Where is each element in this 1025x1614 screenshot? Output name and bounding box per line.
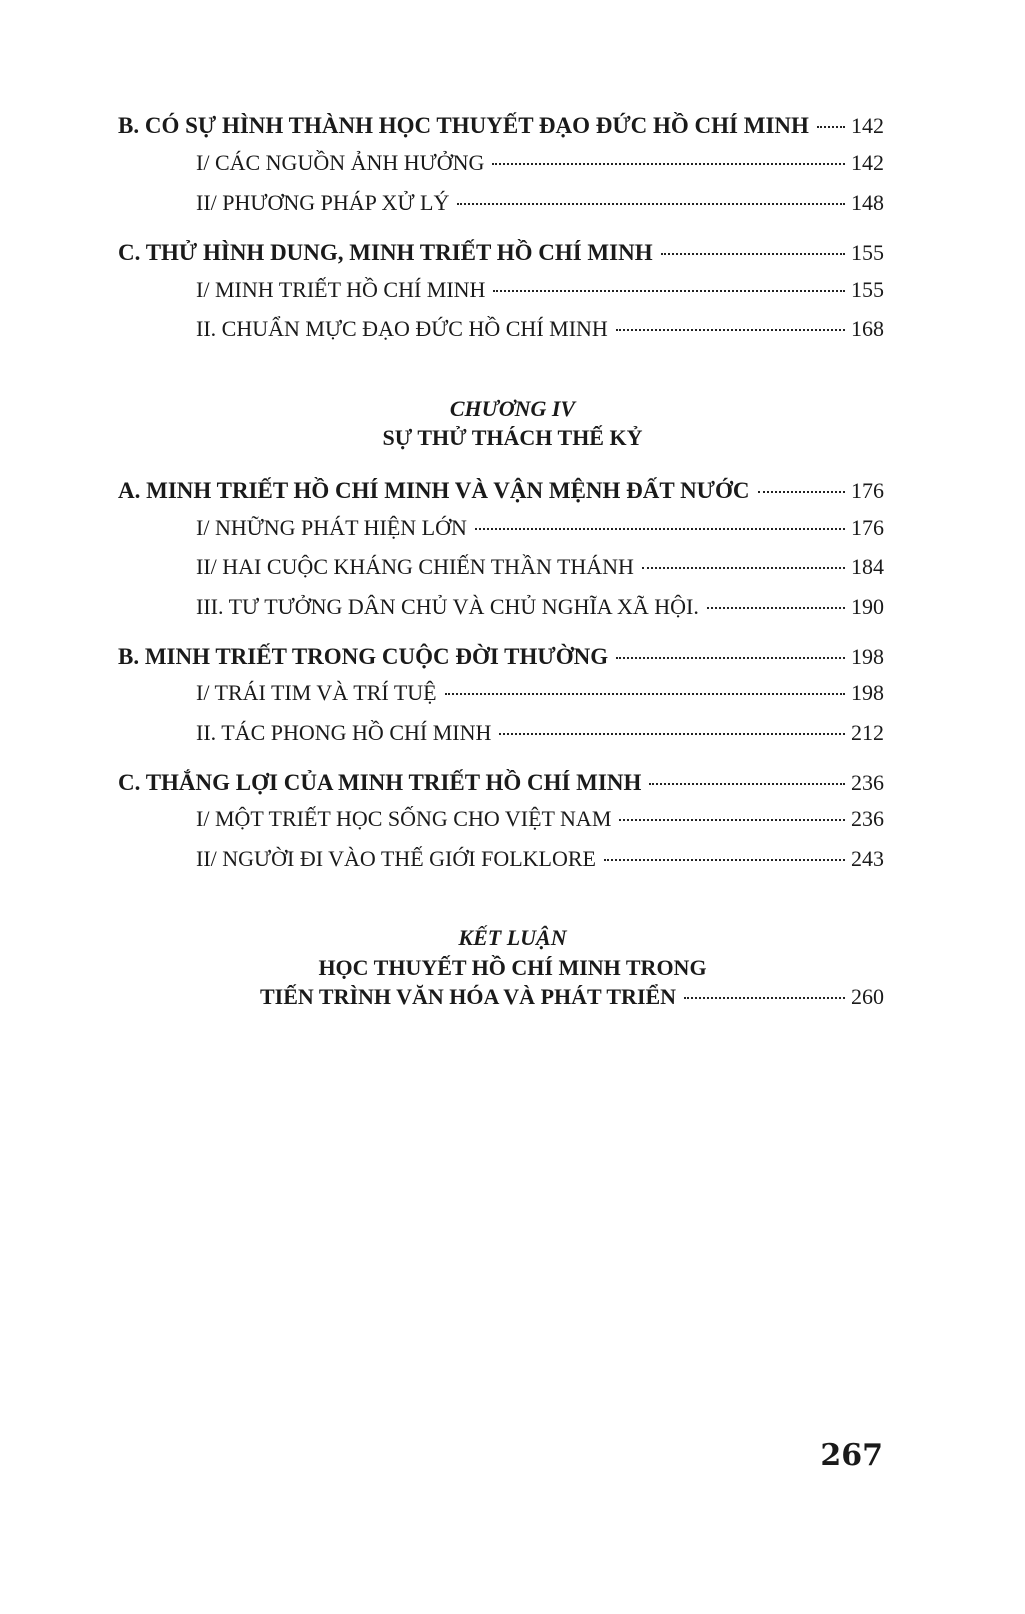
dot-leader bbox=[475, 528, 845, 530]
toc-item-title: III. TƯ TƯỞNG DÂN CHỦ VÀ CHỦ NGHĨA XÃ HỘI. bbox=[196, 594, 699, 619]
chapter-label: CHƯƠNG IV bbox=[449, 396, 576, 421]
toc-item-title: II/ NGƯỜI ĐI VÀO THẾ GIỚI FOLKLORE bbox=[196, 846, 596, 871]
dot-leader bbox=[616, 657, 845, 659]
conclusion-title-line2-row bbox=[260, 984, 884, 1010]
dot-leader bbox=[684, 997, 845, 999]
dot-leader bbox=[758, 491, 846, 493]
dot-leader bbox=[493, 290, 845, 292]
toc-item bbox=[196, 316, 884, 352]
dot-leader bbox=[619, 819, 845, 821]
toc-page-number: 236 bbox=[851, 770, 884, 795]
dot-leader bbox=[817, 126, 845, 128]
toc-section-title: A. MINH TRIẾT HỒ CHÍ MINH VÀ VẬN MỆNH ĐẤT NƯỚC bbox=[118, 478, 750, 503]
page-number: 267 bbox=[820, 1438, 883, 1473]
dot-leader bbox=[492, 163, 845, 165]
toc-section-title: C. THỬ HÌNH DUNG, MINH TRIẾT HỒ CHÍ MINH bbox=[118, 240, 653, 265]
toc-page-number: 155 bbox=[851, 277, 884, 302]
toc-item bbox=[196, 190, 884, 226]
toc-section-title: B. CÓ SỰ HÌNH THÀNH HỌC THUYẾT ĐẠO ĐỨC HỒ CHÍ MINH bbox=[118, 113, 809, 138]
toc-page-number: 243 bbox=[851, 846, 884, 871]
toc-item bbox=[196, 846, 884, 882]
toc-item-title: I/ TRÁI TIM VÀ TRÍ TUỆ bbox=[196, 680, 437, 705]
toc-item bbox=[196, 594, 884, 630]
dot-leader bbox=[616, 329, 845, 331]
toc-item-title: II/ HAI CUỘC KHÁNG CHIẾN THẦN THÁNH bbox=[196, 554, 634, 579]
toc-section-a bbox=[118, 478, 884, 514]
toc-item bbox=[196, 806, 884, 842]
dot-leader bbox=[649, 783, 845, 785]
toc-page-number: 142 bbox=[851, 113, 884, 138]
dot-leader bbox=[457, 203, 845, 205]
toc-page-number: 168 bbox=[851, 316, 884, 341]
toc-page-number: 260 bbox=[851, 984, 884, 1009]
toc-item-title: II/ PHƯƠNG PHÁP XỬ LÝ bbox=[196, 190, 450, 215]
conclusion-title-line2: TIẾN TRÌNH VĂN HÓA VÀ PHÁT TRIỂN bbox=[260, 984, 677, 1009]
toc-item-title: II. TÁC PHONG HỒ CHÍ MINH bbox=[196, 720, 492, 745]
toc-page-number: 176 bbox=[851, 515, 884, 540]
toc-page-number: 198 bbox=[851, 680, 884, 705]
toc-section-title: C. THẮNG LỢI CỦA MINH TRIẾT HỒ CHÍ MINH bbox=[118, 770, 642, 795]
toc-item bbox=[196, 150, 884, 186]
toc-page-number: 236 bbox=[851, 806, 884, 831]
toc-section-c bbox=[118, 240, 884, 276]
toc-page-number: 155 bbox=[851, 240, 884, 265]
dot-leader bbox=[707, 607, 845, 609]
chapter-title: SỰ THỬ THÁCH THẾ KỶ bbox=[382, 425, 643, 450]
dot-leader bbox=[499, 733, 845, 735]
toc-section-b bbox=[118, 644, 884, 680]
toc-item-title: I/ NHỮNG PHÁT HIỆN LỚN bbox=[196, 515, 467, 540]
toc-page-number: 184 bbox=[851, 554, 884, 579]
toc-item bbox=[196, 515, 884, 551]
toc-page-number: 198 bbox=[851, 644, 884, 669]
toc-item bbox=[196, 680, 884, 716]
toc-page-number: 212 bbox=[851, 720, 884, 745]
dot-leader bbox=[661, 253, 845, 255]
toc-page-number: 142 bbox=[851, 150, 884, 175]
toc-section-c bbox=[118, 770, 884, 806]
toc-section-b bbox=[118, 113, 884, 149]
toc-item-title: I/ MINH TRIẾT HỒ CHÍ MINH bbox=[196, 277, 486, 302]
dot-leader bbox=[642, 567, 845, 569]
toc-item-title: I/ MỘT TRIẾT HỌC SỐNG CHO VIỆT NAM bbox=[196, 806, 612, 831]
toc-item-title: I/ CÁC NGUỒN ẢNH HƯỞNG bbox=[196, 150, 485, 175]
toc-page-number: 176 bbox=[851, 478, 884, 503]
conclusion-title-line1: HỌC THUYẾT HỒ CHÍ MINH TRONG bbox=[318, 955, 707, 980]
dot-leader bbox=[604, 859, 845, 861]
toc-section-title: B. MINH TRIẾT TRONG CUỘC ĐỜI THƯỜNG bbox=[118, 644, 609, 669]
toc-page-number: 148 bbox=[851, 190, 884, 215]
toc-page-number: 190 bbox=[851, 594, 884, 619]
toc-item bbox=[196, 277, 884, 313]
dot-leader bbox=[445, 693, 845, 695]
toc-item bbox=[196, 554, 884, 590]
conclusion-label: KẾT LUẬN bbox=[458, 925, 567, 950]
toc-item-title: II. CHUẨN MỰC ĐẠO ĐỨC HỒ CHÍ MINH bbox=[196, 316, 608, 341]
toc-item bbox=[196, 720, 884, 756]
